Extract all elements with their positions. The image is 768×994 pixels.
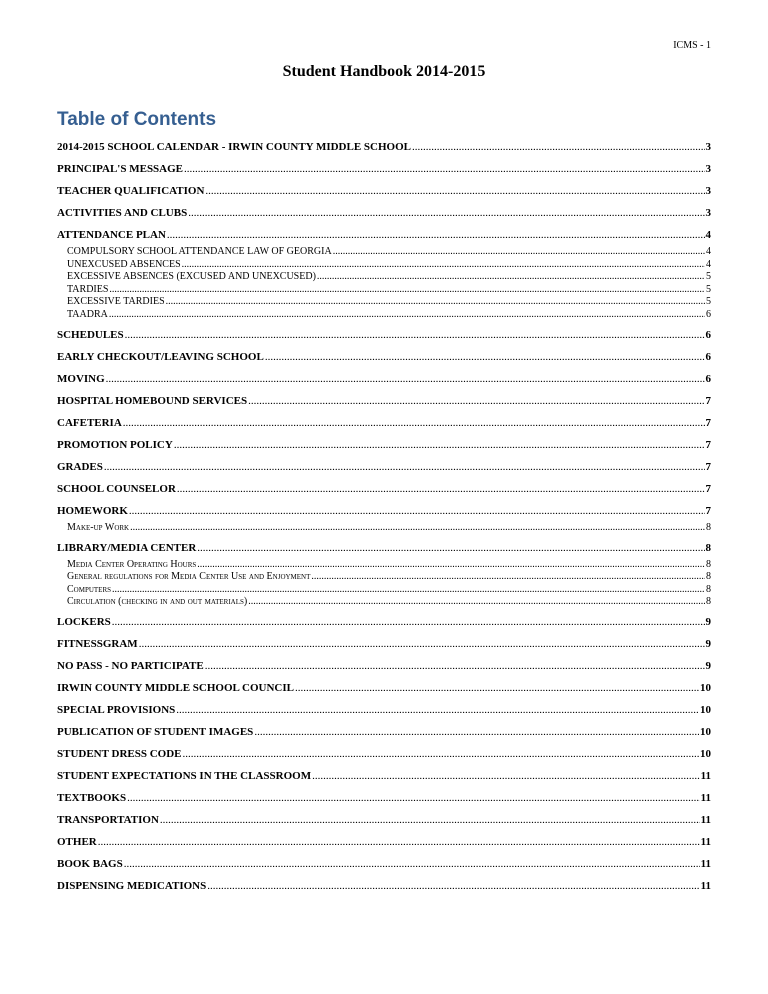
toc-entry-page: 10 [700, 748, 711, 760]
toc-entry-title: BOOK BAGS [57, 858, 123, 870]
toc-entry-title: UNEXCUSED ABSENCES [67, 258, 181, 270]
toc-entry-title: COMPULSORY SCHOOL ATTENDANCE LAW OF GEORGIA [67, 246, 332, 257]
toc-entry-page: 3 [705, 141, 711, 153]
toc-entry-page: 11 [700, 880, 711, 892]
toc-leader-dots [312, 768, 700, 784]
toc-leader-dots [311, 571, 705, 583]
toc-entry[interactable] [57, 205, 711, 227]
toc-entry[interactable] [57, 636, 711, 658]
toc-leader-dots [109, 284, 705, 296]
toc-entry-page: 7 [705, 438, 711, 451]
toc-leader-dots [412, 139, 705, 155]
toc-entry-page: 8 [706, 583, 711, 595]
toc-entry-title: TRANSPORTATION [57, 814, 159, 826]
toc-entry[interactable] [57, 790, 711, 812]
toc-leader-dots [183, 746, 699, 762]
toc-leader-dots [207, 878, 699, 894]
toc-entry-page: 8 [706, 596, 711, 607]
toc-entry[interactable] [57, 296, 711, 309]
toc-entry-title: OTHER [57, 836, 97, 848]
toc-leader-dots [130, 522, 705, 534]
toc-leader-dots [174, 437, 705, 453]
toc-entry-page: 3 [705, 207, 711, 219]
toc-entry-page: 9 [705, 616, 711, 628]
toc-entry-title: Circulation (checking in and out materials) [67, 596, 248, 607]
toc-entry[interactable] [57, 349, 711, 371]
toc-entry-page: 7 [705, 416, 711, 429]
toc-entry-title: GRADES [57, 460, 103, 473]
toc-leader-dots [333, 246, 705, 258]
toc-entry[interactable] [57, 246, 711, 259]
toc-entry[interactable] [57, 724, 711, 746]
toc-entry[interactable] [57, 284, 711, 297]
toc-entry-page: 4 [706, 258, 711, 270]
toc-entry-title: ACTIVITIES AND CLUBS [57, 207, 188, 219]
toc-leader-dots [182, 259, 705, 271]
page-header-ref: ICMS - 1 [673, 40, 711, 51]
toc-leader-dots [167, 227, 705, 243]
toc-entry-page: 6 [706, 308, 711, 320]
toc-entry-page: 5 [706, 271, 711, 282]
toc-entry-page: 9 [705, 660, 711, 672]
toc-entry[interactable] [57, 680, 711, 702]
toc-entry[interactable] [57, 658, 711, 680]
toc-entry-page: 10 [700, 726, 711, 738]
toc-entry-page: 10 [700, 704, 711, 716]
toc-entry[interactable] [57, 614, 711, 636]
toc-leader-dots [248, 596, 705, 608]
toc-entry-title: PRINCIPAL'S MESSAGE [57, 163, 184, 175]
toc-entry-title: LIBRARY/MEDIA CENTER [57, 541, 197, 554]
toc-leader-dots [197, 540, 704, 556]
toc-entry-title: LOCKERS [57, 616, 111, 628]
toc-entry-page: 6 [705, 328, 711, 341]
toc-entry[interactable] [57, 139, 711, 161]
toc-heading: Table of Contents [57, 109, 217, 130]
toc-entry-page: 8 [706, 521, 711, 533]
toc-entry-page: 11 [700, 836, 711, 848]
toc-entry[interactable] [57, 571, 711, 584]
toc-entry[interactable] [57, 259, 711, 272]
toc-entry-page: 7 [705, 504, 711, 517]
toc-entry-title: TAADRA [67, 308, 108, 320]
toc-entry-page: 3 [705, 163, 711, 175]
toc-entry-title: HOSPITAL HOMEBOUND SERVICES [57, 394, 248, 407]
toc-entry[interactable] [57, 702, 711, 724]
toc-entry-page: 11 [700, 814, 711, 826]
toc-leader-dots [139, 636, 705, 652]
toc-leader-dots [176, 702, 699, 718]
toc-leader-dots [129, 503, 705, 519]
toc-leader-dots [295, 680, 699, 696]
table-of-contents [57, 139, 711, 900]
toc-entry-page: 9 [705, 638, 711, 650]
toc-leader-dots [124, 856, 700, 872]
toc-entry-page: 6 [705, 350, 711, 363]
toc-entry[interactable] [57, 183, 711, 205]
toc-entry-title: TEXTBOOKS [57, 792, 127, 804]
toc-entry-page: 8 [706, 571, 711, 582]
toc-entry-title: NO PASS - NO PARTICIPATE [57, 660, 204, 672]
toc-entry-page: 11 [700, 792, 711, 804]
toc-leader-dots [109, 309, 705, 321]
toc-entry[interactable] [57, 481, 711, 503]
toc-leader-dots [184, 161, 704, 177]
toc-entry-page: 11 [700, 770, 711, 782]
toc-entry-page: 7 [705, 460, 711, 473]
toc-entry-title: TEACHER QUALIFICATION [57, 185, 205, 197]
toc-entry[interactable] [57, 161, 711, 183]
document-title: Student Handbook 2014-2015 [282, 63, 486, 80]
toc-entry-title: Make-up Work [67, 521, 130, 533]
toc-entry[interactable] [57, 371, 711, 393]
toc-entry-title: Computers [67, 583, 112, 595]
toc-entry-title: General regulations for Media Center Use and Enjoyment [67, 571, 311, 582]
toc-entry-title: STUDENT DRESS CODE [57, 748, 182, 760]
toc-leader-dots [104, 459, 705, 475]
toc-entry-page: 7 [705, 482, 711, 495]
toc-entry-title: SPECIAL PROVISIONS [57, 704, 176, 716]
toc-leader-dots [112, 584, 705, 596]
toc-leader-dots [254, 724, 699, 740]
toc-entry-title: ATTENDANCE PLAN [57, 229, 166, 241]
toc-entry-page: 8 [705, 541, 711, 554]
toc-entry-title: DISPENSING MEDICATIONS [57, 880, 207, 892]
toc-entry[interactable] [57, 522, 711, 540]
toc-entry[interactable] [57, 834, 711, 856]
toc-entry-title: HOMEWORK [57, 504, 128, 517]
toc-leader-dots [205, 183, 704, 199]
toc-leader-dots [248, 393, 704, 409]
toc-entry[interactable] [57, 596, 711, 614]
toc-leader-dots [317, 271, 705, 283]
toc-entry-title: PROMOTION POLICY [57, 438, 173, 451]
toc-leader-dots [106, 371, 705, 387]
toc-entry-title: TARDIES [67, 283, 109, 295]
toc-entry[interactable] [57, 271, 711, 284]
toc-entry-title: SCHEDULES [57, 328, 124, 341]
toc-entry-page: 11 [700, 858, 711, 870]
toc-entry-page: 10 [700, 682, 711, 694]
toc-leader-dots [188, 205, 704, 221]
toc-entry-page: 4 [706, 246, 711, 257]
toc-leader-dots [127, 790, 700, 806]
toc-entry-title: EXCESSIVE TARDIES [67, 296, 165, 307]
toc-entry-page: 5 [706, 296, 711, 307]
toc-entry-page: 3 [705, 185, 711, 197]
toc-entry[interactable] [57, 559, 711, 572]
toc-entry-title: MOVING [57, 372, 105, 385]
toc-entry-page: 5 [706, 283, 711, 295]
toc-entry-page: 4 [705, 229, 711, 241]
toc-entry-title: FITNESSGRAM [57, 638, 138, 650]
toc-entry[interactable] [57, 393, 711, 415]
toc-entry-title: EXCESSIVE ABSENCES (EXCUSED AND UNEXCUSED) [67, 271, 316, 282]
toc-entry[interactable] [57, 768, 711, 790]
toc-entry-page: 7 [705, 394, 711, 407]
toc-entry-title: EARLY CHECKOUT/LEAVING SCHOOL [57, 350, 264, 363]
toc-entry-title: IRWIN COUNTY MIDDLE SCHOOL COUNCIL [57, 682, 294, 694]
toc-leader-dots [205, 658, 705, 674]
toc-entry-title: SCHOOL COUNSELOR [57, 482, 176, 495]
toc-leader-dots [197, 559, 705, 571]
toc-entry[interactable] [57, 746, 711, 768]
toc-entry[interactable] [57, 415, 711, 437]
toc-entry[interactable] [57, 584, 711, 597]
toc-entry-title: 2014-2015 SCHOOL CALENDAR - IRWIN COUNTY MIDDLE SCHOOL [57, 141, 411, 153]
toc-entry[interactable] [57, 309, 711, 327]
toc-entry[interactable] [57, 878, 711, 900]
toc-entry[interactable] [57, 812, 711, 834]
toc-entry-title: Media Center Operating Hours [67, 558, 197, 570]
toc-entry[interactable] [57, 437, 711, 459]
toc-entry-title: PUBLICATION OF STUDENT IMAGES [57, 726, 254, 738]
toc-leader-dots [125, 327, 705, 343]
toc-entry[interactable] [57, 459, 711, 481]
toc-leader-dots [123, 415, 705, 431]
toc-entry-page: 6 [705, 372, 711, 385]
toc-leader-dots [112, 614, 705, 630]
toc-leader-dots [177, 481, 705, 497]
toc-entry[interactable] [57, 327, 711, 349]
toc-entry[interactable] [57, 856, 711, 878]
toc-entry-title: STUDENT EXPECTATIONS IN THE CLASSROOM [57, 770, 312, 782]
toc-leader-dots [160, 812, 700, 828]
toc-leader-dots [166, 296, 705, 308]
toc-leader-dots [265, 349, 705, 365]
toc-entry-page: 8 [706, 558, 711, 570]
toc-entry-title: CAFETERIA [57, 416, 122, 429]
toc-leader-dots [98, 834, 700, 850]
